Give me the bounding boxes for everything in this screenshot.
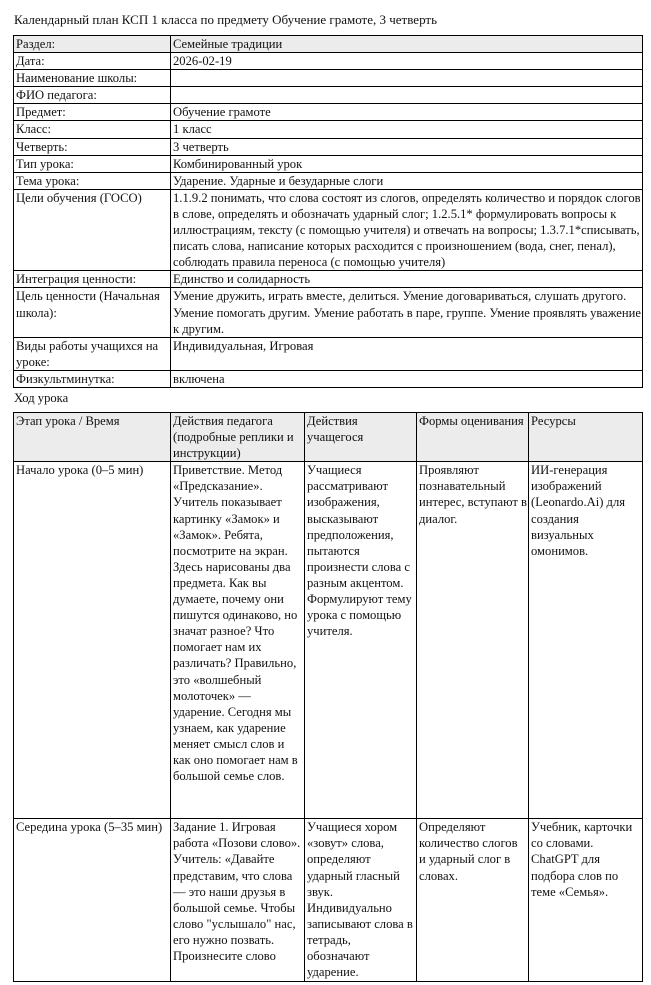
teacher-actions-cell: Задание 1. Игровая работа «Позови слово». Учитель: «Давайте представим, что слова — это наши друзья в большой семье. Чтобы слово "услышало" нас, его нужно позвать. Произнесите слово — [171, 819, 305, 982]
column-header-student-actions: Действия учащегося — [305, 413, 417, 462]
info-value: Единство и солидарность — [171, 271, 643, 288]
info-value: Умение дружить, играть вместе, делиться. Умение договариваться, слушать другого. Умение помогать другим. Умение работать в паре, группе. Умение проявлять уважение к другим. — [171, 288, 643, 337]
info-label: Класс: — [14, 121, 171, 138]
info-label: Раздел: — [14, 36, 171, 53]
info-value — [171, 70, 643, 87]
student-actions-cell: Учащиеся хором «зовут» слова, определяют ударный гласный звук. Индивидуально записывают слова в тетрадь, обозначают ударение. — [305, 819, 417, 982]
flow-row-middle — [14, 819, 643, 982]
info-label: Физкультминутка: — [14, 370, 171, 387]
info-value: 3 четверть — [171, 138, 643, 155]
info-row-topic — [14, 172, 643, 189]
assessment-cell: Проявляют познавательный интерес, вступают в диалог. — [417, 462, 529, 819]
info-value: включена — [171, 370, 643, 387]
student-actions-cell: Учащиеся рассматривают изображения, высказывают предположения, пытаются произнести слова с разным акцентом. Формулируют тему урока с помощью учителя. — [305, 462, 417, 819]
column-header-resources: Ресурсы — [529, 413, 643, 462]
info-label: Цель ценности (Начальная школа): — [14, 288, 171, 337]
teacher-actions-cell: Приветствие. Метод «Предсказание». Учитель показывает картинку «Замок» и «Замок». Ребята, посмотрите на экран. Здесь нарисованы два предмета. Как вы думаете, почему они пишутся одинаково, но значат разное? Что помогает нам их различать? Правильно, это «волшебный молоточек» — ударение. Сегодня мы узнаем, как ударение меняет смысл слов и как оно помогает нам в большой семье слов. — [171, 462, 305, 819]
flow-row-beginning — [14, 462, 643, 819]
info-row-value-integration — [14, 271, 643, 288]
info-label: ФИО педагога: — [14, 87, 171, 104]
info-row-teacher — [14, 87, 643, 104]
flow-header-row — [14, 413, 643, 462]
info-row-section — [14, 36, 643, 53]
info-value: Обучение грамоте — [171, 104, 643, 121]
info-row-work-types — [14, 337, 643, 370]
info-value: Индивидуальная, Игровая — [171, 337, 643, 370]
info-row-quarter — [14, 138, 643, 155]
info-row-class — [14, 121, 643, 138]
column-header-assessment: Формы оценивания — [417, 413, 529, 462]
stage-cell: Середина урока (5–35 мин) — [14, 819, 171, 982]
column-header-stage: Этап урока / Время — [14, 413, 171, 462]
info-label: Виды работы учащихся на уроке: — [14, 337, 171, 370]
info-row-value-goal — [14, 288, 643, 337]
info-value: 1.1.9.2 понимать, что слова состоят из слогов, определять количество и порядок слогов в слове, определять и обозначать ударный слог; 1.2.5.1* формулировать вопросы к иллюстрациям, тексту (с помощью учителя) и отвечать на вопросы; 1.3.7.1*списывать, писать слова, написание которых расходится с произношением (вода, снег, пенал), соблюдать правила переноса (с помощью учителя) — [171, 189, 643, 270]
info-value: Семейные традиции — [171, 36, 643, 53]
info-row-objectives — [14, 189, 643, 270]
info-row-date — [14, 53, 643, 70]
info-row-physical-break — [14, 370, 643, 387]
lesson-flow-table — [13, 412, 643, 982]
info-label: Наименование школы: — [14, 70, 171, 87]
stage-cell: Начало урока (0–5 мин) — [14, 462, 171, 819]
info-value: Комбинированный урок — [171, 155, 643, 172]
info-label: Предмет: — [14, 104, 171, 121]
info-value — [171, 87, 643, 104]
info-row-subject — [14, 104, 643, 121]
document-title: Календарный план КСП 1 класса по предмету Обучение грамоте, 3 четверть — [14, 12, 438, 27]
lesson-flow-heading: Ход урока — [14, 391, 69, 405]
info-value: Ударение. Ударные и безударные слоги — [171, 172, 643, 189]
info-label: Интеграция ценности: — [14, 271, 171, 288]
info-label: Четверть: — [14, 138, 171, 155]
column-header-teacher-actions: Действия педагога (подробные реплики и инструкции) — [171, 413, 305, 462]
resources-cell: ИИ-генерация изображений (Leonardo.Ai) для создания визуальных омонимов. — [529, 462, 643, 819]
info-label: Тип урока: — [14, 155, 171, 172]
info-label: Тема урока: — [14, 172, 171, 189]
info-label: Дата: — [14, 53, 171, 70]
info-value: 2026-02-19 — [171, 53, 643, 70]
assessment-cell: Определяют количество слогов и ударный слог в словах. — [417, 819, 529, 982]
resources-cell: Учебник, карточки со словами. ChatGPT для подбора слов по теме «Семья». — [529, 819, 643, 982]
info-value: 1 класс — [171, 121, 643, 138]
info-label: Цели обучения (ГОСО) — [14, 189, 171, 270]
info-row-school — [14, 70, 643, 87]
lesson-info-table — [13, 35, 643, 388]
info-row-lesson-type — [14, 155, 643, 172]
